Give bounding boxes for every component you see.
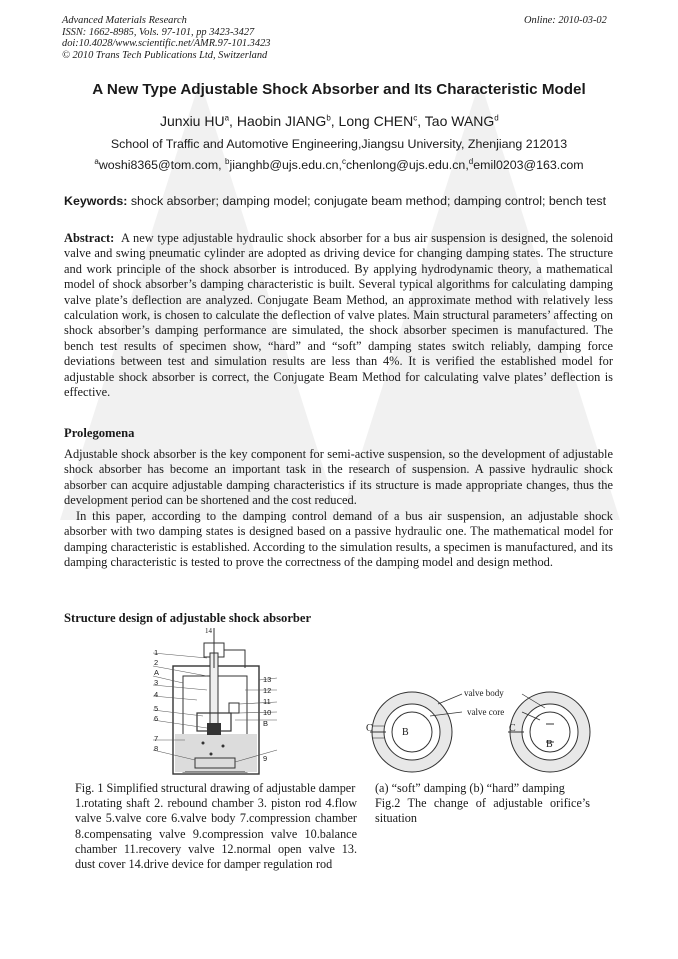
author-list: Junxiu $HU^a$, Haobin JIANG$^b$, Long CHEN$^c$, Tao WANG$^d$	[160, 113, 499, 129]
email-address[interactable]: woshi8365@tom.com	[98, 158, 219, 172]
figure-1-label: 6	[154, 714, 159, 723]
online-date: Online: 2010-03-02	[524, 15, 607, 26]
figure-1-label: 7	[154, 734, 159, 743]
email-address[interactable]: jianghb@ujs.edu.cn	[229, 158, 339, 172]
email-sup: d	[468, 156, 474, 166]
journal-name: Advanced Materials Research	[62, 15, 187, 26]
author-sup: b	[326, 113, 331, 123]
figure-1-label: A	[154, 668, 160, 677]
figure-1-label: 13	[263, 675, 272, 684]
email-sup: a	[94, 156, 99, 166]
email-list: $^a$woshi8365@tom.com, $^b$jianghb@ujs.edu.cn,$^c$chenlong@ujs.edu.cn,$^d$emil0203@163.com	[94, 156, 584, 172]
figure-2-label-c-left: C	[366, 723, 373, 734]
abstract-label: Abstract:	[64, 231, 115, 245]
affiliation: School of Traffic and Automotive Engineering,Jiangsu University, Zhenjiang 212013	[110, 137, 568, 151]
keywords-label: Keywords:	[64, 194, 128, 208]
journal-header	[62, 15, 270, 61]
prolegomena-paragraph-2: In this paper, according to the damping control demand of a bus air suspension, an adjustable shock absorber with two damping states is designed based on a passive hydraulic one. The mathematical model for damping characteristic is established. According to the simulation results, a specimen is manufactured, and its damping characteristic is tested to prove the correctness of the damping model and design method.	[64, 509, 613, 570]
figure-1-label: 5	[154, 704, 159, 713]
figure-1-label: 1	[154, 648, 159, 657]
email-address[interactable]: emil0203@163.com	[473, 158, 584, 172]
email-address[interactable]: chenlong@ujs.edu.cn	[345, 158, 466, 172]
doi-line: doi:10.4028/www.scientific.net/AMR.97-101.3423	[62, 38, 271, 50]
prolegomena-paragraph-1: Adjustable shock absorber is the key component for semi-active suspension, so the development of adjustable shock absorber has become an important task in the research of suspension. A passive hydraulic shock absorber can acquire adjustable damping characteristics if its structure is made appropriate changes, thus the development period can be shortened and the cost reduced.	[64, 447, 613, 508]
figure-1-label: 11	[263, 697, 271, 706]
figure-1-caption-title: Fig. 1 Simplified structural drawing of adjustable damper	[75, 781, 356, 795]
figure-2-label-valve-body: valve body	[464, 688, 504, 698]
figure-2-label-valve-core: valve core	[467, 707, 505, 717]
figure-1-label-14: 14	[205, 627, 212, 635]
figure-1-labels-right	[263, 674, 271, 764]
figure-2-subcaption: (a) “soft” damping (b) “hard” damping	[375, 781, 565, 795]
author-name: Long CHEN	[338, 113, 414, 129]
author-name: Junxiu HU	[160, 113, 225, 129]
figure-1-label: 3	[154, 678, 159, 687]
figure-2-label-b-right: B	[546, 739, 553, 750]
figure-1-label: B	[263, 719, 269, 728]
author-name: Haobin JIANG	[236, 113, 327, 129]
issn-line: ISSN: 1662-8985, Vols. 97-101, pp 3423-3427	[62, 26, 255, 38]
keywords-text: shock absorber; damping model; conjugate beam method; damping control; bench test	[130, 194, 607, 208]
copyright-line: © 2010 Trans Tech Publications Ltd, Switzerland	[62, 49, 268, 61]
abstract-text: A new type adjustable hydraulic shock absorber for a bus air suspension is designed, the solenoid valve and swing pneumatic cylinder are adopted as driving device for changing damping states. The structure and work principle of the shock absorber is introduced. By applying hydrodynamic theory, a mathematical model of shock absorber’s damping characteristic is built. Several typical algorithms for calculating damping valve plate’s deflection are analyzed. Conjugate Beam Method, an approximate method with relatively less calculation work, is chosen to calculate the deflection of valve plates. Main structural parameters’ affecting on shock absorber’s damping performance are simulated, the shock absorber specimen is manufactured. The bench test results of specimen show, “hard” and “soft” damping states switch reliably, damping force deviations between test and simulation results are less than 4%. It is verified the established model for adjustable shock absorber is correct, the Conjugate Beam Method for calculating valve plates’ deflection is effective.	[64, 231, 613, 400]
figure-1-label: 10	[263, 708, 272, 717]
paper-title: A New Type Adjustable Shock Absorber and Its Characteristic Model	[92, 81, 586, 98]
figure-2-caption-title: Fig.2 The change of adjustable orifice’s situation	[375, 796, 590, 826]
figure-2-label-b-left: B	[402, 727, 409, 738]
figure-1-caption	[75, 781, 357, 872]
figure-1-label: 4	[154, 690, 159, 699]
figure-1-labels-left	[154, 648, 159, 754]
figure-1-label: 9	[263, 754, 268, 763]
abstract	[64, 231, 613, 400]
figure-1-legend: 1.rotating shaft 2. rebound chamber 3. piston rod 4.flow valve 5.valve core 6.valve body 7.compression chamber 8.compensating valve 9.compression valve 10.balance chamber 11.recovery valve 12.normal open valve 13. dust cover 14.drive device for damper regulation rod	[75, 796, 357, 872]
figure-1-label: 12	[263, 686, 272, 695]
figure-2-caption	[375, 781, 590, 827]
section-heading-prolegomena: Prolegomena	[64, 426, 135, 440]
figure-1-label: 8	[154, 744, 159, 753]
figure-1-label: 2	[154, 658, 159, 667]
keywords	[64, 194, 624, 208]
figure-2-label-c-right: C	[509, 723, 516, 734]
email-sup: c	[341, 156, 346, 166]
author-name: Tao WANG	[424, 113, 495, 129]
author-sup: d	[494, 113, 499, 123]
author-sup: c	[413, 113, 418, 123]
section-heading-structure: Structure design of adjustable shock absorber	[64, 611, 312, 625]
author-sup: a	[224, 113, 230, 123]
email-sup: b	[225, 156, 230, 166]
